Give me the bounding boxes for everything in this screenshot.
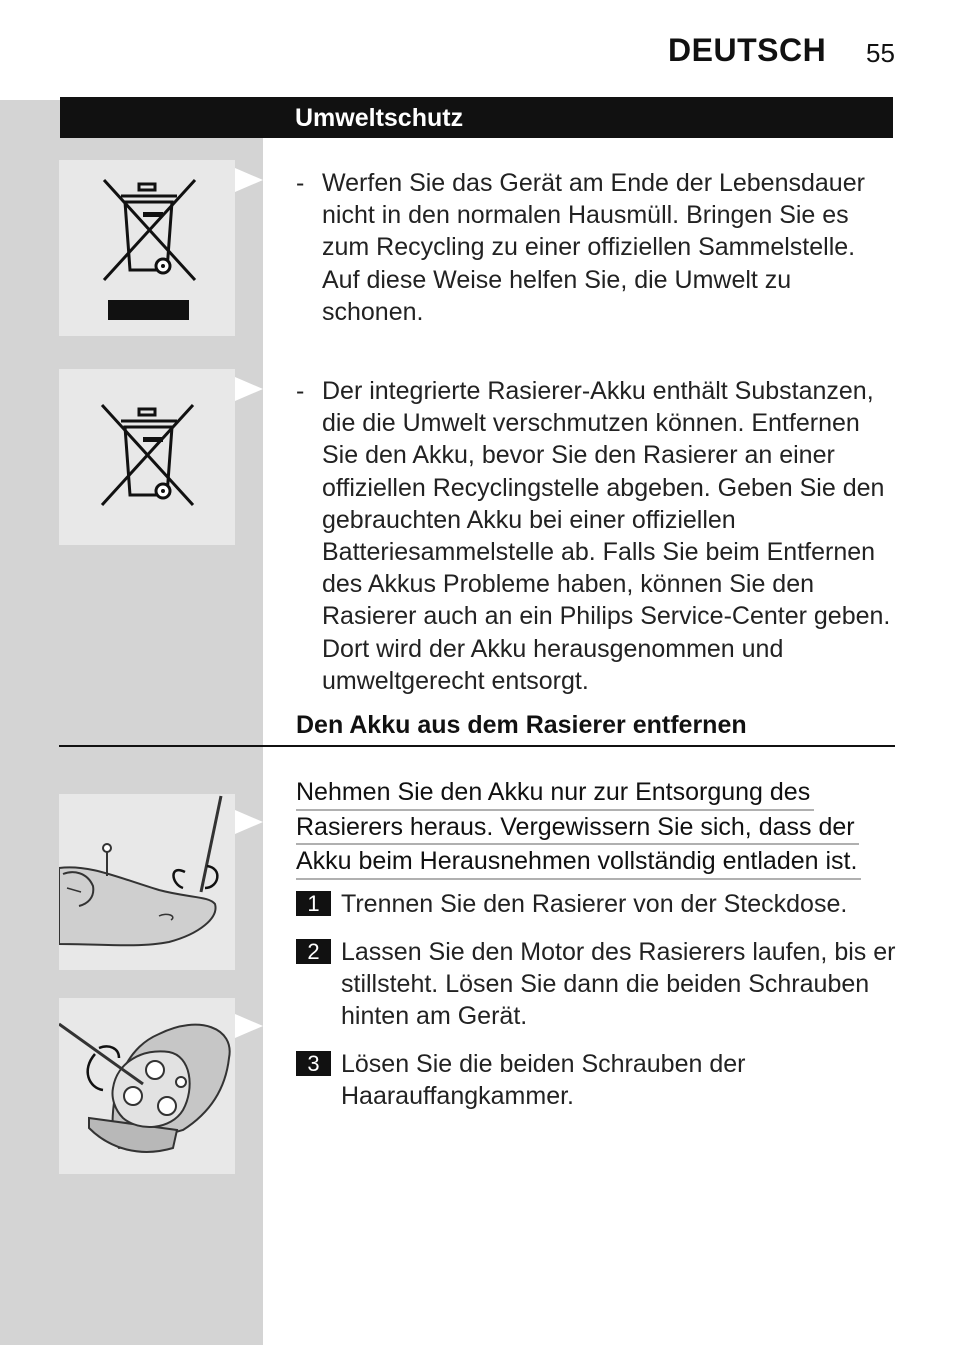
hair-chamber-illustration	[59, 998, 235, 1174]
bullet-item	[296, 375, 896, 697]
section-title-umweltschutz: Umweltschutz	[295, 104, 464, 132]
weee-bin-with-bar-figure	[59, 160, 235, 336]
step-text: Lassen Sie den Motor des Rasierers laufen, bis er stillsteht. Lösen Sie dann die beiden Schrauben hinten am Gerät.	[341, 938, 896, 1031]
step-item	[296, 936, 896, 1033]
figure-pointer	[235, 377, 263, 401]
figure-pointer	[235, 168, 263, 192]
notice-line: Nehmen Sie den Akku nur zur Entsorgung des	[296, 776, 814, 811]
bullet-dash: -	[296, 169, 305, 197]
step-text: Trennen Sie den Rasierer von der Steckdose.	[341, 890, 848, 918]
shaver-screw-removal-figure	[59, 794, 235, 970]
figure-pointer	[235, 810, 263, 834]
step-text: Lösen Sie die beiden Schrauben der Haarauffangkammer.	[341, 1050, 746, 1111]
hair-chamber-screws-figure	[59, 998, 235, 1174]
language-header: DEUTSCH	[668, 32, 827, 68]
page-number: 55	[866, 38, 895, 68]
warning-notice	[296, 776, 861, 880]
weee-bin-figure	[59, 369, 235, 545]
crossed-bin-icon	[59, 369, 235, 545]
bullet-text: Werfen Sie das Gerät am Ende der Lebensdauer nicht in den normalen Hausmüll. Bringen Sie es zum Recycling zu einer offiziellen Sammelstelle. Auf diese Weise helfen Sie, die Umwelt zu schonen.	[322, 169, 865, 326]
step-number-badge: 1	[296, 891, 331, 916]
shaver-base-illustration	[59, 794, 235, 970]
bullet-item	[296, 167, 896, 328]
bullet-dash: -	[296, 377, 305, 405]
notice-line: Rasierers heraus. Vergewissern Sie sich, dass der	[296, 811, 859, 846]
section-title-bar	[60, 97, 893, 138]
figure-pointer	[235, 1014, 263, 1038]
bullet-text: Der integrierte Rasierer-Akku enthält Substanzen, die die Umwelt verschmutzen können. Entfernen Sie den Akku, bevor Sie den Rasierer an einer offiziellen Recyclingstelle abgeben. Geben Sie den gebrauchten Akku bei einer offiziellen Batteriesammelstelle ab. Falls Sie beim Entfernen des Akkus Probleme haben, können Sie den Rasierer auch an ein Philips Service-Center geben. Dort wird der Akku herausgenommen und umweltgerecht entsorgt.	[322, 377, 891, 695]
step-number-badge: 2	[296, 939, 331, 964]
section-heading-akku: Den Akku aus dem Rasierer entfernen	[296, 711, 747, 739]
step-item	[296, 888, 896, 920]
crossed-bin-icon	[59, 160, 235, 336]
step-item	[296, 1048, 896, 1112]
section-rule	[59, 745, 895, 747]
notice-line: Akku beim Herausnehmen vollständig entladen ist.	[296, 845, 861, 880]
step-number-badge: 3	[296, 1051, 331, 1076]
